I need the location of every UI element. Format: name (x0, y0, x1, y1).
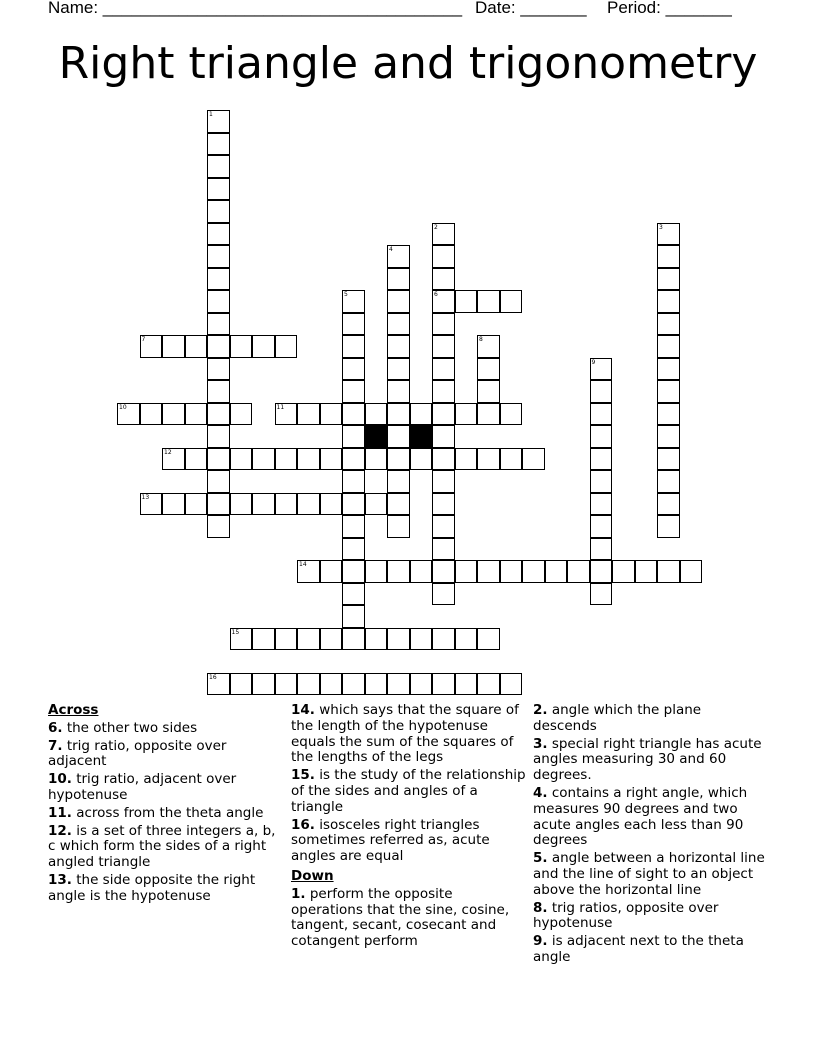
crossword-cell[interactable] (410, 448, 433, 471)
clue-number-label: 8 (479, 336, 483, 343)
crossword-cell[interactable] (410, 673, 433, 696)
clue-number-label: 4 (389, 246, 393, 253)
clue-number-label: 16 (209, 673, 217, 681)
clue-number-label: 9 (591, 358, 596, 366)
clue-number-label: 14 (299, 561, 307, 568)
crossword-cell[interactable] (365, 560, 388, 583)
crossword-cell[interactable] (432, 493, 455, 516)
crossword-cell[interactable] (522, 448, 545, 471)
clue-down-8: 8. trig ratios, opposite over hypotenuse (533, 899, 719, 932)
clue-across-12: 12. is a set of three integers a, b, c which form the sides of a right angled triangle (48, 822, 276, 871)
crossword-cell[interactable] (207, 313, 230, 336)
crossword-cell[interactable] (342, 538, 365, 561)
crossword-cell[interactable] (432, 538, 455, 561)
crossword-cell[interactable] (590, 583, 613, 606)
clue-number-label: 1 (209, 111, 213, 118)
crossword-cell[interactable] (455, 560, 478, 583)
clue-down-2: 2. angle which the plane descends (533, 702, 702, 734)
crossword-cell[interactable] (342, 560, 365, 583)
crossword-cell[interactable] (207, 380, 230, 403)
crossword-cell[interactable] (207, 403, 230, 426)
crossword-cell[interactable] (342, 628, 365, 651)
clue-across-7: 7. trig ratio, opposite over adjacent (48, 737, 227, 770)
clue-number-label: 2 (434, 223, 438, 231)
crossword-cell[interactable] (455, 448, 478, 471)
crossword-cell[interactable] (500, 403, 523, 426)
period-field[interactable]: Period: _______ (607, 0, 732, 17)
crossword-cell[interactable] (297, 403, 320, 426)
crossword-cell[interactable] (230, 493, 253, 516)
crossword-cell[interactable] (207, 448, 230, 471)
crossword-cell[interactable] (207, 470, 230, 493)
crossword-cell[interactable] (275, 673, 298, 696)
clue-across-6: 6. the other two sides (48, 719, 198, 736)
crossword-cell[interactable] (477, 358, 500, 381)
crossword-cell[interactable] (522, 560, 545, 583)
crossword-cell[interactable] (320, 673, 343, 696)
crossword-cell[interactable] (500, 448, 523, 471)
crossword-cell[interactable] (590, 380, 613, 403)
clue-number-label: 13 (141, 493, 150, 501)
clues-column-2 (291, 703, 527, 952)
crossword-cell[interactable] (657, 268, 680, 291)
crossword-cell[interactable] (387, 425, 410, 448)
crossword-cell[interactable] (657, 515, 680, 538)
crossword-cell[interactable] (387, 515, 410, 538)
crossword-cell[interactable] (657, 335, 680, 358)
crossword-cell[interactable] (320, 448, 343, 471)
crossword-cell[interactable] (275, 493, 298, 516)
clue-number-label: 3 (659, 223, 663, 231)
crossword-cell[interactable] (297, 628, 320, 651)
crossword-cell[interactable] (657, 448, 680, 471)
clue-down-4: 4. contains a right angle, which measures 90 degrees and two acute angles each less than 90 degrees (533, 784, 748, 849)
clue-across-10: 10. trig ratio, adjacent over hypotenuse (48, 771, 237, 803)
crossword-cell[interactable] (207, 268, 230, 291)
crossword-cell[interactable] (207, 335, 230, 358)
crossword-cell[interactable] (342, 425, 365, 448)
crossword-cell[interactable] (387, 673, 410, 696)
crossword-cell[interactable] (477, 448, 500, 471)
crossword-cell[interactable] (185, 335, 208, 358)
crossword-cell[interactable] (207, 493, 230, 516)
crossword-cell[interactable] (477, 673, 500, 696)
crossword-cell[interactable] (207, 200, 230, 223)
crossword-cell[interactable] (410, 628, 433, 651)
date-field[interactable]: Date: _______ (475, 0, 587, 17)
crossword-cell[interactable] (432, 425, 455, 448)
crossword-cell[interactable] (657, 380, 680, 403)
crossword-cell[interactable] (387, 448, 410, 471)
clue-number-label: 15 (231, 628, 240, 636)
crossword-cell[interactable] (432, 335, 455, 358)
crossword-cell[interactable] (252, 493, 275, 516)
crossword-cell[interactable] (387, 335, 410, 358)
crossword-cell[interactable] (365, 628, 388, 651)
clue-number-label: 12 (164, 448, 172, 456)
crossword-cell[interactable] (162, 335, 185, 358)
crossword-cell[interactable] (477, 403, 500, 426)
crossword-cell[interactable] (342, 583, 365, 606)
crossword-cell[interactable] (162, 403, 185, 426)
crossword-cell[interactable] (432, 313, 455, 336)
crossword-cell[interactable] (590, 560, 613, 583)
crossword-cell[interactable] (207, 155, 230, 178)
crossword-cell[interactable] (320, 403, 343, 426)
crossword-cell[interactable] (590, 448, 613, 471)
down-heading: Down (291, 867, 334, 884)
crossword-cell[interactable] (477, 628, 500, 651)
crossword-cell[interactable] (432, 515, 455, 538)
crossword-cell[interactable] (230, 448, 253, 471)
crossword-cell[interactable] (342, 673, 365, 696)
crossword-cell[interactable] (657, 358, 680, 381)
crossword-cell[interactable] (455, 403, 478, 426)
crossword-cell[interactable] (680, 560, 703, 583)
crossword-cell[interactable] (365, 493, 388, 516)
crossword-cell[interactable] (275, 335, 298, 358)
crossword-cell[interactable] (275, 448, 298, 471)
crossword-cell[interactable] (365, 403, 388, 426)
crossword-cell[interactable] (387, 313, 410, 336)
crossword-cell[interactable] (387, 470, 410, 493)
crossword-cell[interactable] (432, 583, 455, 606)
crossword-cell[interactable] (432, 245, 455, 268)
crossword-cell[interactable] (432, 268, 455, 291)
crossword-cell[interactable] (432, 673, 455, 696)
crossword-cell[interactable] (342, 403, 365, 426)
crossword-cell[interactable] (387, 290, 410, 313)
crossword-cell[interactable] (477, 380, 500, 403)
crossword-cell[interactable] (207, 290, 230, 313)
clue-number-label: 6 (434, 291, 438, 298)
crossword-cell[interactable] (342, 470, 365, 493)
crossword-cell[interactable] (185, 448, 208, 471)
crossword-cell[interactable] (207, 425, 230, 448)
clue-across-16: 16. isosceles right triangles sometimes referred as, acute angles are equal (291, 816, 490, 865)
crossword-cell[interactable] (275, 628, 298, 651)
crossword-cell[interactable] (590, 470, 613, 493)
crossword-cell[interactable] (590, 493, 613, 516)
crossword-cell[interactable] (297, 673, 320, 696)
name-field[interactable]: Name: ______________________________________ (48, 0, 463, 17)
crossword-cell[interactable] (387, 268, 410, 291)
crossword-cell[interactable] (230, 673, 253, 696)
crossword-cell[interactable] (185, 403, 208, 426)
crossword-cell[interactable] (657, 560, 680, 583)
crossword-cell[interactable] (635, 560, 658, 583)
crossword-cell[interactable] (657, 313, 680, 336)
crossword-cell[interactable] (342, 313, 365, 336)
crossword-black-cell (365, 425, 388, 448)
crossword-cell[interactable] (365, 448, 388, 471)
crossword-cell[interactable] (342, 605, 365, 628)
crossword-cell[interactable] (590, 403, 613, 426)
crossword-cell[interactable] (207, 133, 230, 156)
crossword-cell[interactable] (455, 628, 478, 651)
page-title: Right triangle and trigonometry (58, 38, 758, 89)
crossword-cell[interactable] (162, 493, 185, 516)
clue-number-label: 5 (344, 291, 348, 298)
crossword-cell[interactable] (657, 403, 680, 426)
crossword-cell[interactable] (500, 560, 523, 583)
across-heading: Across (48, 702, 99, 718)
crossword-cell[interactable] (432, 470, 455, 493)
crossword-cell[interactable] (432, 358, 455, 381)
clue-across-11: 11. across from the theta angle (48, 804, 264, 821)
crossword-cell[interactable] (432, 403, 455, 426)
crossword-cell[interactable] (185, 493, 208, 516)
crossword-cell[interactable] (545, 560, 568, 583)
crossword-cell[interactable] (320, 560, 343, 583)
crossword-cell[interactable] (207, 178, 230, 201)
clue-number-label: 7 (141, 336, 146, 343)
crossword-cell[interactable] (342, 335, 365, 358)
crossword-cell[interactable] (567, 560, 590, 583)
clues-column-3 (533, 703, 769, 968)
crossword-cell[interactable] (387, 358, 410, 381)
crossword-cell[interactable] (387, 628, 410, 651)
crossword-cell[interactable] (612, 560, 635, 583)
crossword-cell[interactable] (477, 560, 500, 583)
crossword-cell[interactable] (342, 358, 365, 381)
clue-across-14: 14. which says that the square of the length of the hypotenuse equals the sum of the squares of the lengths of the legs (291, 702, 519, 766)
clue-down-3: 3. special right triangle has acute angles measuring 30 and 60 degrees. (533, 735, 762, 784)
clue-across-15: 15. is the study of the relationship of the sides and angles of a triangle (291, 767, 526, 815)
crossword-cell[interactable] (320, 493, 343, 516)
crossword-cell[interactable] (477, 290, 500, 313)
crossword-cell[interactable] (432, 380, 455, 403)
crossword-cell[interactable] (207, 358, 230, 381)
crossword-cell[interactable] (500, 673, 523, 696)
crossword-cell[interactable] (657, 245, 680, 268)
crossword-cell[interactable] (230, 335, 253, 358)
crossword-cell[interactable] (657, 470, 680, 493)
crossword-cell[interactable] (387, 560, 410, 583)
clues-column-1 (48, 703, 280, 907)
crossword-cell[interactable] (320, 628, 343, 651)
crossword-cell[interactable] (230, 403, 253, 426)
clue-down-1: 1. perform the opposite operations that the sine, cosine, tangent, secant, cosecant and cotangent perform (291, 885, 510, 950)
crossword-cell[interactable] (207, 245, 230, 268)
crossword-cell[interactable] (657, 493, 680, 516)
crossword-cell[interactable] (500, 290, 523, 313)
crossword-cell[interactable] (207, 515, 230, 538)
crossword-cell[interactable] (410, 403, 433, 426)
crossword-cell[interactable] (410, 560, 433, 583)
clue-down-9: 9. is adjacent next to the theta angle (533, 933, 744, 965)
crossword-cell[interactable] (252, 628, 275, 651)
crossword-cell[interactable] (387, 493, 410, 516)
crossword-cell[interactable] (297, 448, 320, 471)
crossword-cell[interactable] (252, 335, 275, 358)
crossword-cell[interactable] (455, 673, 478, 696)
crossword-cell[interactable] (252, 673, 275, 696)
crossword-cell[interactable] (657, 425, 680, 448)
crossword-cell[interactable] (342, 515, 365, 538)
crossword-cell[interactable] (342, 493, 365, 516)
clue-across-13: 13. the side opposite the right angle is the hypotenuse (48, 871, 256, 904)
crossword-cell[interactable] (365, 673, 388, 696)
crossword-cell[interactable] (590, 538, 613, 561)
crossword-cell[interactable] (140, 403, 163, 426)
crossword-cell[interactable] (252, 448, 275, 471)
clue-number-label: 10 (119, 403, 127, 411)
crossword-cell[interactable] (207, 223, 230, 246)
crossword-cell[interactable] (342, 448, 365, 471)
crossword-cell[interactable] (342, 380, 365, 403)
crossword-cell[interactable] (387, 403, 410, 426)
crossword-cell[interactable] (432, 560, 455, 583)
crossword-cell[interactable] (387, 380, 410, 403)
crossword-cell[interactable] (590, 425, 613, 448)
crossword-cell[interactable] (432, 448, 455, 471)
crossword-cell[interactable] (297, 493, 320, 516)
clue-down-5: 5. angle between a horizontal line and the line of sight to an object above the horizontal line (533, 850, 765, 898)
crossword-cell[interactable] (455, 290, 478, 313)
crossword-cell[interactable] (432, 628, 455, 651)
crossword-black-cell (410, 425, 433, 448)
crossword-cell[interactable] (590, 515, 613, 538)
clue-number-label: 11 (276, 403, 285, 411)
crossword-cell[interactable] (657, 290, 680, 313)
